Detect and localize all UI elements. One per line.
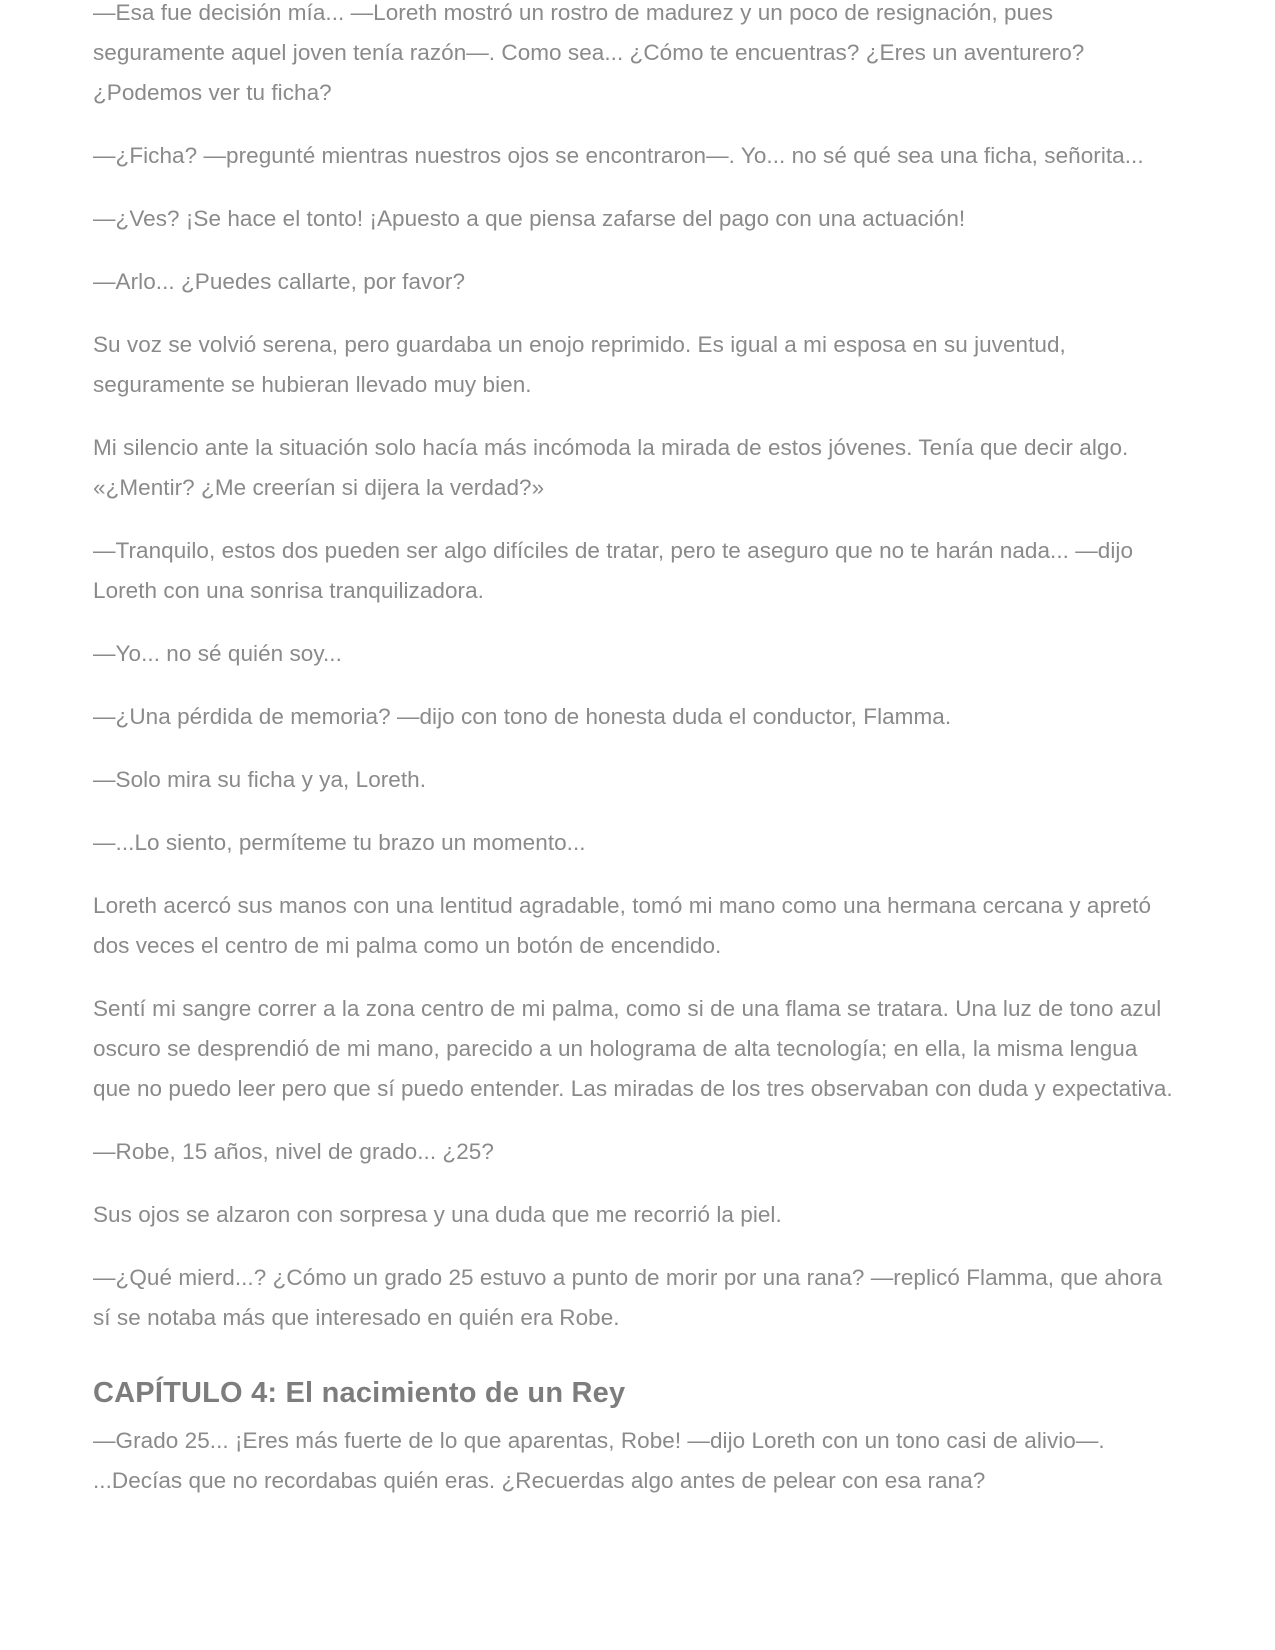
paragraph: —¿Ficha? —pregunté mientras nuestros ojos se encontraron—. Yo... no sé qué sea una ficha, señorita... (93, 143, 1144, 168)
paragraph: —...Lo siento, permíteme tu brazo un momento... (93, 830, 586, 855)
paragraph: —¿Ves? ¡Se hace el tonto! ¡Apuesto a que piensa zafarse del pago con una actuación! (93, 206, 966, 231)
paragraph: Su voz se volvió serena, pero guardaba un enojo reprimido. Es igual a mi esposa en su juventud, seguramente se hubieran llevado muy bien. (93, 332, 1066, 397)
document-page (93, 0, 1173, 1501)
paragraph: Loreth acercó sus manos con una lentitud agradable, tomó mi mano como una hermana cercana y apretó dos veces el centro de mi palma como un botón de encendido. (93, 893, 1152, 958)
paragraph: —¿Qué mierd...? ¿Cómo un grado 25 estuvo a punto de morir por una rana? —replicó Flamma, que ahora sí se notaba más que interesado en quién era Robe. (93, 1265, 1163, 1330)
paragraph: —¿Una pérdida de memoria? —dijo con tono de honesta duda el conductor, Flamma. (93, 704, 952, 729)
paragraph: —Grado 25... ¡Eres más fuerte de lo que aparentas, Robe! —dijo Loreth con un tono casi de alivio—. ...Decías que no recordabas quién eras. ¿Recuerdas algo antes de pelear con esa rana? (93, 1428, 1105, 1493)
paragraph: Mi silencio ante la situación solo hacía más incómoda la mirada de estos jóvenes. Tenía que decir algo. «¿Mentir? ¿Me creerían si dijera la verdad?» (93, 435, 1129, 500)
paragraph: —Esa fue decisión mía... —Loreth mostró un rostro de madurez y un poco de resignación, pues seguramente aquel joven tenía razón—. Como sea... ¿Cómo te encuentras? ¿Eres un aventurero? ¿Podemos ver tu ficha? (93, 0, 1085, 105)
paragraph: —Robe, 15 años, nivel de grado... ¿25? (93, 1139, 494, 1164)
paragraph: —Tranquilo, estos dos pueden ser algo difíciles de tratar, pero te aseguro que no te harán nada... —dijo Loreth con una sonrisa tranquilizadora. (93, 538, 1134, 603)
paragraph: —Yo... no sé quién soy... (93, 641, 342, 666)
chapter-body-before (93, 0, 1173, 1338)
chapter-body-after (93, 1421, 1173, 1501)
paragraph: Sus ojos se alzaron con sorpresa y una duda que me recorrió la piel. (93, 1202, 782, 1227)
paragraph: —Solo mira su ficha y ya, Loreth. (93, 767, 427, 792)
chapter-heading: CAPÍTULO 4: El nacimiento de un Rey (93, 1377, 626, 1409)
paragraph: —Arlo... ¿Puedes callarte, por favor? (93, 269, 466, 294)
paragraph: Sentí mi sangre correr a la zona centro de mi palma, como si de una flama se tratara. Una luz de tono azul oscuro se desprendió de mi mano, parecido a un holograma de alta tecnología; en ella, la misma lengua que no puedo leer pero que sí puedo entender. Las miradas de los tres observaban con duda y expectativa. (93, 996, 1173, 1101)
